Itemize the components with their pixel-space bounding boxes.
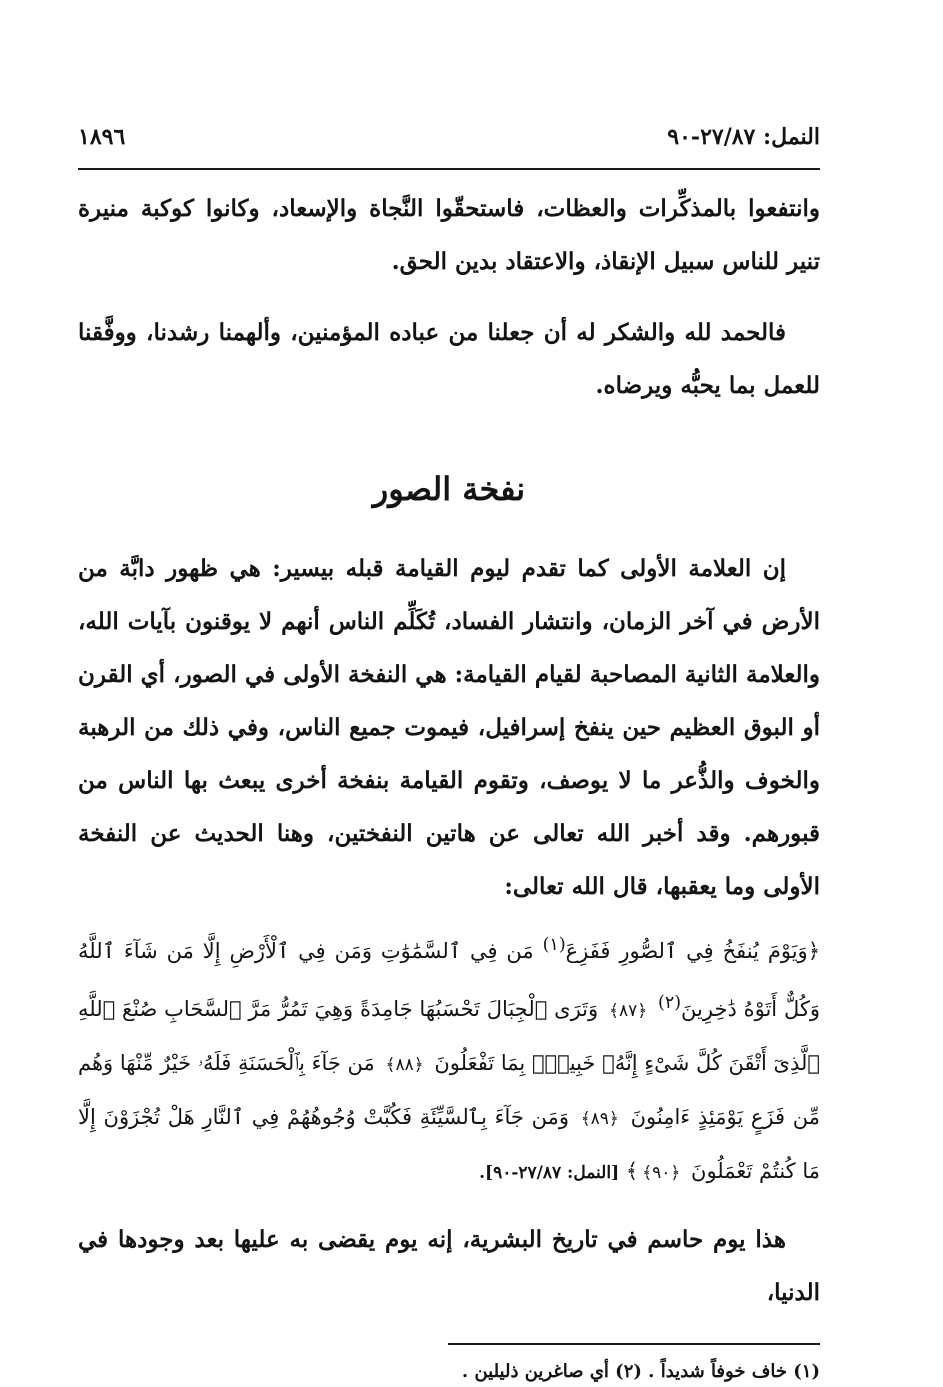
ayah-number-87: ﴿٨٧﴾ — [608, 1001, 648, 1021]
paragraph-intro: إن العلامة الأولى كما تقدم ليوم القيامة قبله بيسير: هي ظهور دابَّة من الأرض في آخر الزمان، وانتشار الفساد، تُكَلِّم الناس أنهم لا يوقنون بآيات الله، والعلامة الثانية المصاحبة لقيام القيامة: هي النفخة الأولى في الصور، أي القرن أو البوق العظيم حين ينفخ إسرافيل، فيموت جميع الناس، وفي ذلك من الرهبة والخوف والذُّعر ما لا يوصف، وتقوم القيامة بنفخة أخرى يبعث بها الناس من قبورهم. وقد أخبر الله تعالى عن هاتين النفختين، وهنا الحديث عن النفخة الأولى وما يعقبها، قال الله تعالى: — [78, 555, 820, 900]
quran-text-1: وَيَوْمَ يُنفَخُ فِي ٱلصُّورِ فَفَزِعَ — [565, 939, 808, 963]
header-title: النمل: ٢٧/٨٧-٩٠ — [667, 124, 820, 150]
page-number: ١٨٩٦ — [78, 124, 126, 150]
section-title: نفخة الصور — [372, 470, 526, 508]
footnotes: (١) خاف خوفاً شديداً . (٢) أي صاغرين ذليلين . — [461, 1361, 820, 1382]
ayah-number-90: ﴿٩٠﴾ — [642, 1163, 681, 1183]
footnote-ref-2: (٢) — [657, 993, 682, 1013]
ayah-number-88: ﴿٨٨﴾ — [385, 1055, 424, 1075]
quran-citation: [النمل: ٢٧/٨٧-٩٠]. — [479, 1163, 620, 1183]
quran-close-bracket: ﴾ — [625, 1159, 639, 1183]
footnote-ref-1: (١) — [542, 935, 566, 955]
paragraph-continuation: وانتفعوا بالمذكِّرات والعظات، فاستحقّوا النَّجاة والإسعاد، وكانوا كوكبة منيرة تنير للناس سبيل الإنقاذ، والاعتقاد بدين الحق. — [78, 195, 820, 275]
quran-text-2: مَن فِي ٱلسَّمَٰوَٰتِ وَمَن فِي ٱلْأَرْضِ إِلَّا مَن شَآءَ ٱللَّهُ وَكُلٌّ أَتَوْهُ دَٰخِرِينَ — [78, 939, 820, 1021]
footnote-divider — [448, 1343, 820, 1345]
quran-text-5: وَمَن جَآءَ بِٱلسَّيِّئَةِ فَكُبَّتْ وُجُوهُهُمْ فِي ٱلنَّارِ هَلْ تُجْزَوْنَ إِلَّا مَا كُنتُمْ تَعْمَلُونَ — [78, 1105, 820, 1183]
quran-text-4: مَن جَآءَ بِٱلْحَسَنَةِ فَلَهُۥ خَيْرٌ مِّنْهَا وَهُم مِّن فَزَعٍ يَوْمَئِذٍ ءَامِنُونَ — [78, 1051, 820, 1129]
running-header — [78, 120, 820, 170]
quran-text-3: وَتَرَى ٱلْجِبَالَ تَحْسَبُهَا جَامِدَةً وَهِيَ تَمُرُّ مَرَّ ٱلسَّحَابِ صُنْعَ ٱللَّهِ ٱلَّذِىٓ أَتْقَنَ كُلَّ شَىْءٍ إِنَّهُۥ خَبِيرٌۢ بِمَا تَفْعَلُونَ — [78, 997, 820, 1075]
paragraph-praise: فالحمد لله والشكر له أن جعلنا من عباده المؤمنين، وألهمنا رشدنا، ووفَّقنا للعمل بما يحبُّه ويرضاه. — [78, 319, 820, 399]
book-page — [78, 120, 820, 1382]
quran-open-bracket: ﴿ — [807, 939, 820, 963]
quran-verses — [78, 919, 820, 1199]
ayah-number-89: ﴿٨٩﴾ — [580, 1109, 619, 1129]
paragraph-after-quran: هذا يوم حاسم في تاريخ البشرية، إنه يوم يقضى به عليها بعد وجودها في الدنيا، — [78, 1226, 820, 1306]
